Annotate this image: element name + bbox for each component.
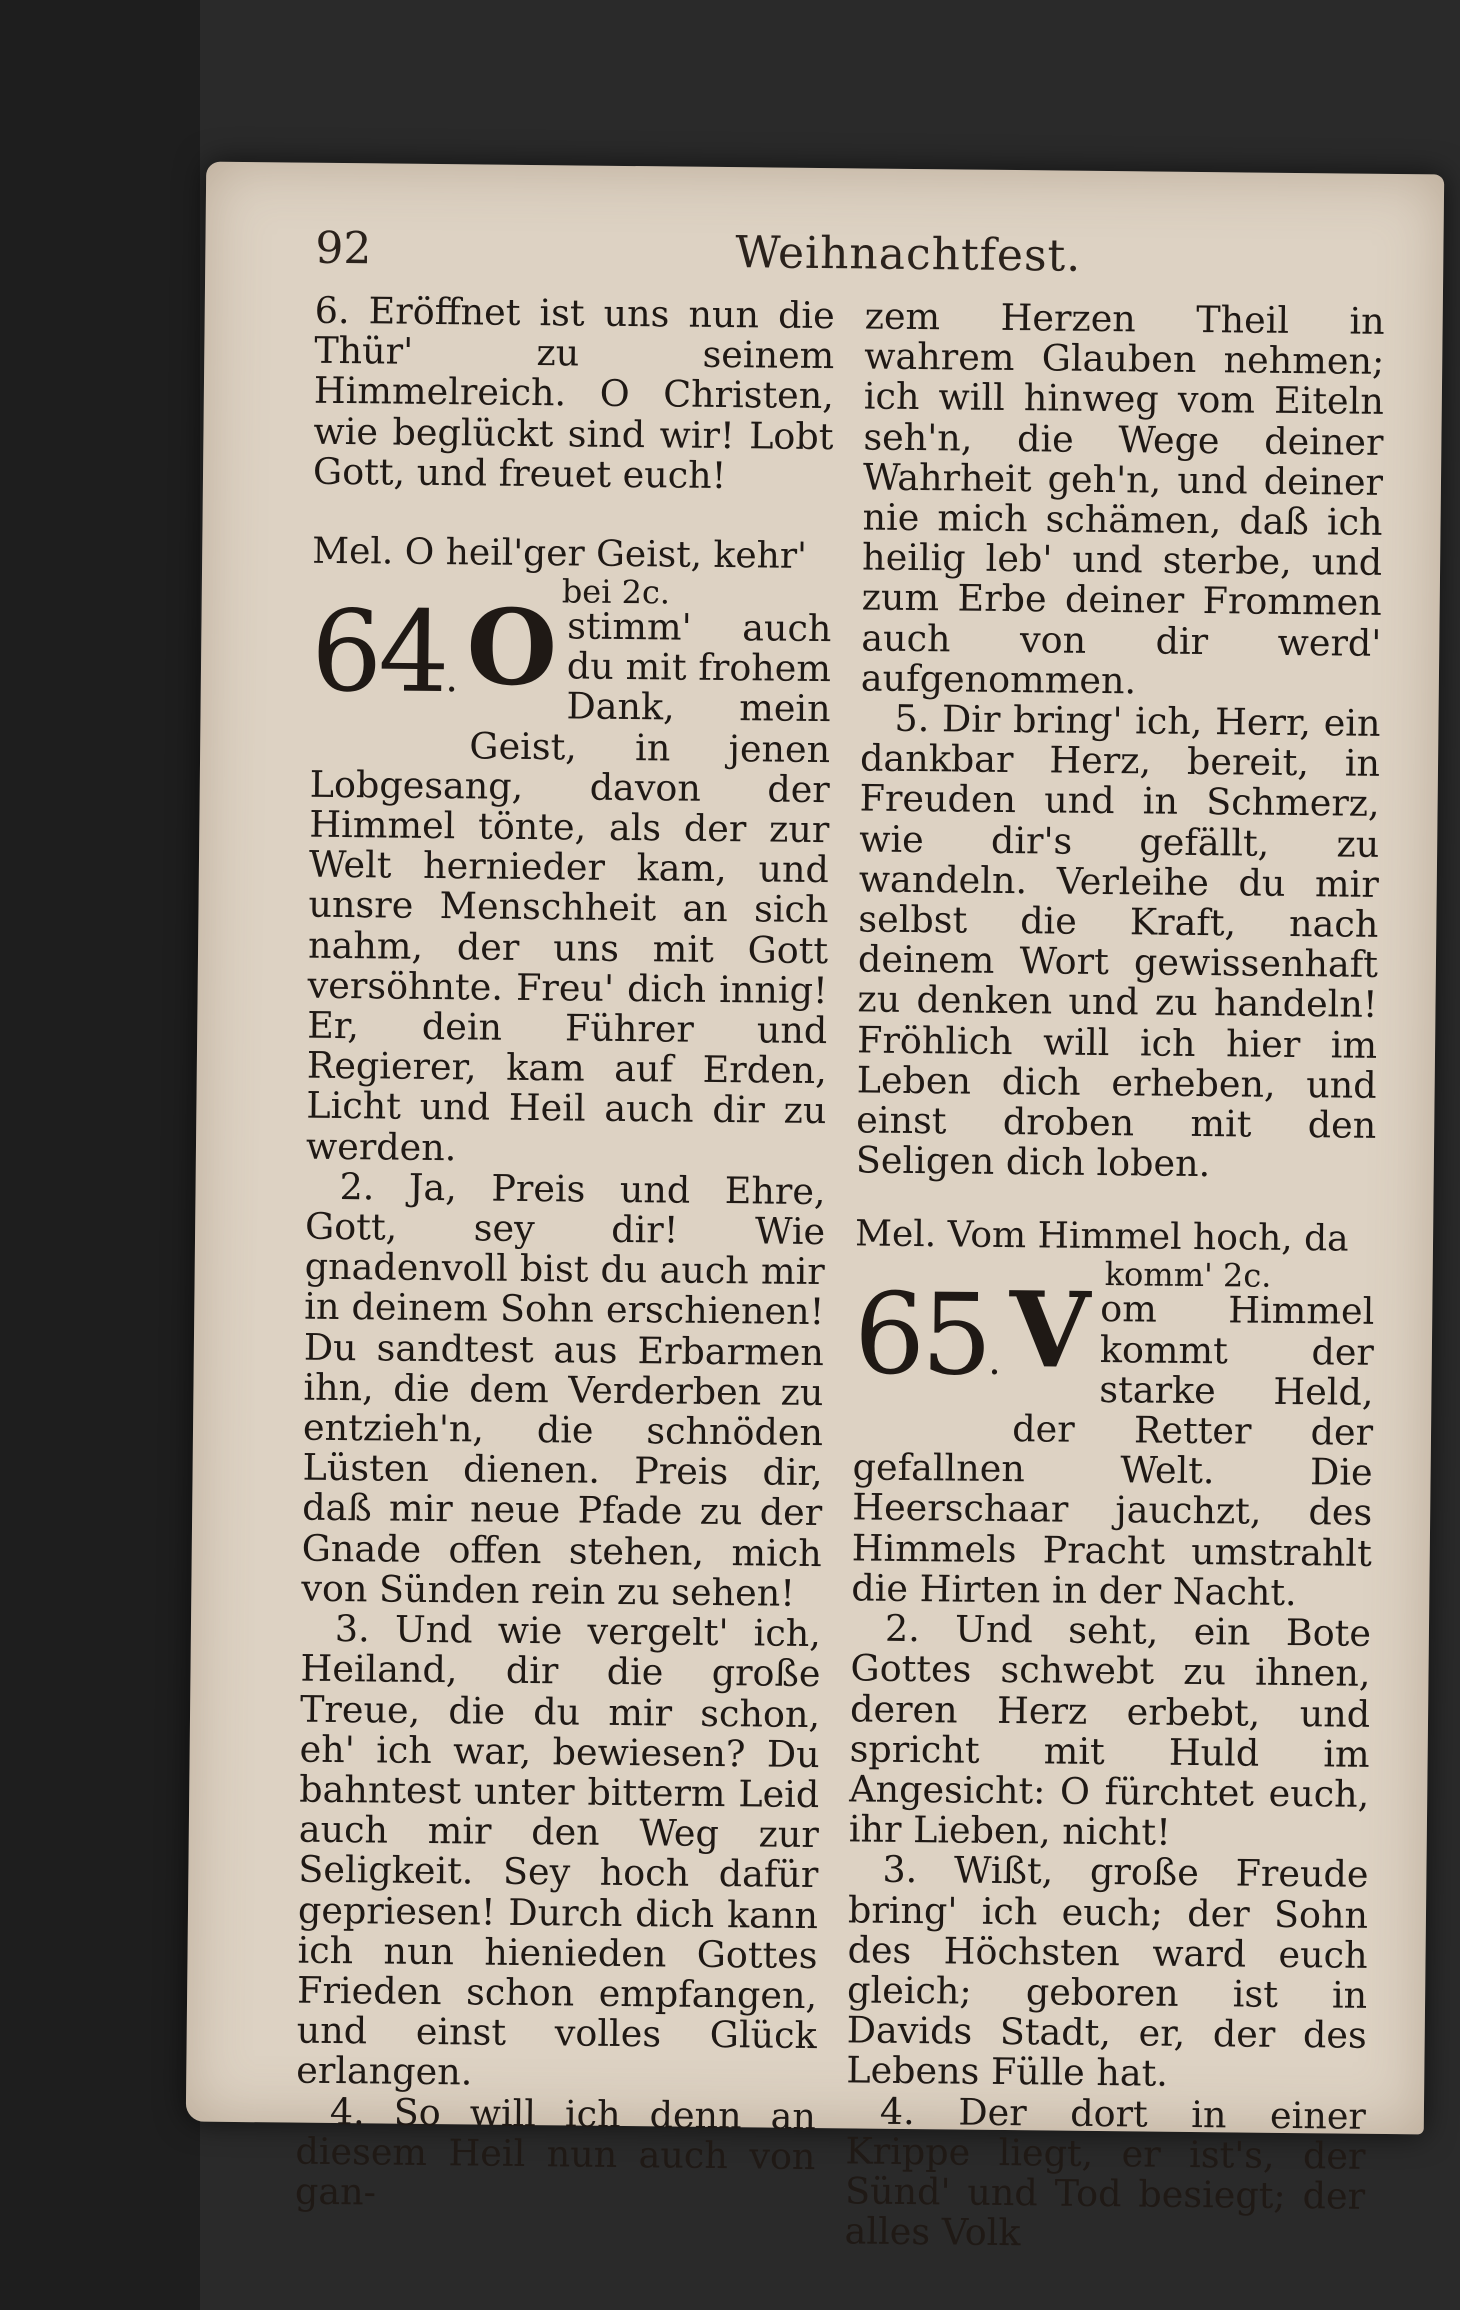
hymn-64-drop-cap: O (465, 585, 558, 710)
hymn-64-number (310, 586, 459, 727)
stanza-6: 6. Eröffnet ist uns nun die Thür' zu seinem Himmelreich. O Christen, wie beglückt sind wir! Lobt Gott, und freuet euch! (312, 288, 835, 497)
page-number: 92 (315, 222, 372, 275)
hymn-64-melody: Mel. O heil'ger Geist, kehr' (312, 530, 808, 577)
hymn-65-melody: Mel. Vom Himmel hoch, da (854, 1213, 1349, 1261)
hymn-number-dot: . (445, 655, 459, 702)
hymn-64-number-text: 64 (310, 586, 447, 719)
running-title: Weihnachtfest. (735, 227, 1082, 282)
left-column (294, 288, 835, 2217)
hymn-65-drop-cap: V (1008, 1268, 1091, 1393)
hymn-65-number-text: 65 (853, 1269, 990, 1402)
hymn-65-number (853, 1269, 1002, 1410)
hymn-64-stanza-4-cont: zem Herzen Theil in wahrem Glauben nehmen; ich will hinweg vom Eiteln seh'n, die Wege deiner Wahrheit geh'n, und deiner nie mich schämen, daß ich heilig leb' und sterbe, und zum Erbe deiner Frommen auch von dir werd' aufgenommen. (860, 294, 1385, 703)
right-column (844, 296, 1384, 2257)
hymn-65-stanza-3: 3. Wißt, große Freude bring' ich euch; der Sohn des Höchsten ward euch gleich; geboren ist in Davids Stadt, er, der des Lebens Fülle hat. (846, 1848, 1369, 2096)
hymn-65-melody-cont: komm' 2c. (1104, 1255, 1272, 1296)
hymn-65-stanza-4-start: 4. Der dort in einer Krippe liegt, er ist's, der Sünd' und Tod besiegt; der alles Volk (844, 2089, 1367, 2255)
running-head (315, 223, 1376, 294)
hymn-65-stanza-1: om Himmel kommt der starke Held, der Retter der gefallnen Welt. Die Heerschaar jauchzt, des Himmels Pracht umstrahlt die Hirten in der Nacht. (851, 1287, 1375, 1614)
hymn-64-stanza-4-start: 4. So will ich denn an diesem Heil nun auch von gan- (294, 2089, 817, 2214)
hymn-64-melody-cont: bei 2c. (561, 572, 671, 612)
hymn-64-stanza-1: stimm' auch du mit frohem Dank, mein Geist, in jenen Lobgesang, davon der Himmel tönte, als der zur Welt hernieder kam, und unsre Menschheit an sich nahm, der uns mit Gott versöhnte. Freu' dich innig! Er, dein Führer und Regierer, kam auf Erden, Licht und Heil auch dir zu werden. (305, 604, 832, 1169)
hymn-64-stanza-2: 2. Ja, Preis und Ehre, Gott, sey dir! Wie gnadenvoll bist du auch mir in deinem Sohn erschienen! Du sandtest aus Erbarmen ihn, die dem Verderben zu entzieh'n, die schnöden Lüsten dienen. Preis dir, daß mir neue Pfade zu der Gnade offen stehen, mich von Sünden rein zu sehen! (301, 1164, 826, 1615)
hymn-number-dot: . (988, 1338, 1002, 1385)
hymn-64-stanza-3: 3. Und wie vergelt' ich, Heiland, dir die große Treue, die du mir schon, eh' ich war, bewiesen? Du bahntest unter bitterm Leid auch mir den Weg zur Seligkeit. Sey hoch dafür gepriesen! Durch dich kann ich nun hienieden Gottes Frieden schon empfangen, und einst volles Glück erlangen. (296, 1607, 822, 2094)
book-page (186, 162, 1444, 2255)
hymn-64-stanza-5: 5. Dir bring' ich, Herr, ein dankbar Herz, bereit, in Freuden und in Schmerz, wie dir's gefällt, zu wandeln. Verleihe du mir selbst die Kraft, nach deinem Wort gewissenhaft zu denken und zu handeln! Fröhlich will ich hier im Leben dich erheben, und einst droben mit den Seligen dich loben. (855, 696, 1381, 1186)
background-dark (0, 0, 200, 2310)
hymn-65-stanza-2: 2. Und seht, ein Bote Gottes schwebt zu ihnen, deren Herz erbebt, und spricht mit Huld im Angesicht: O fürchtet euch, ihr Lieben, nicht! (848, 1606, 1372, 1854)
